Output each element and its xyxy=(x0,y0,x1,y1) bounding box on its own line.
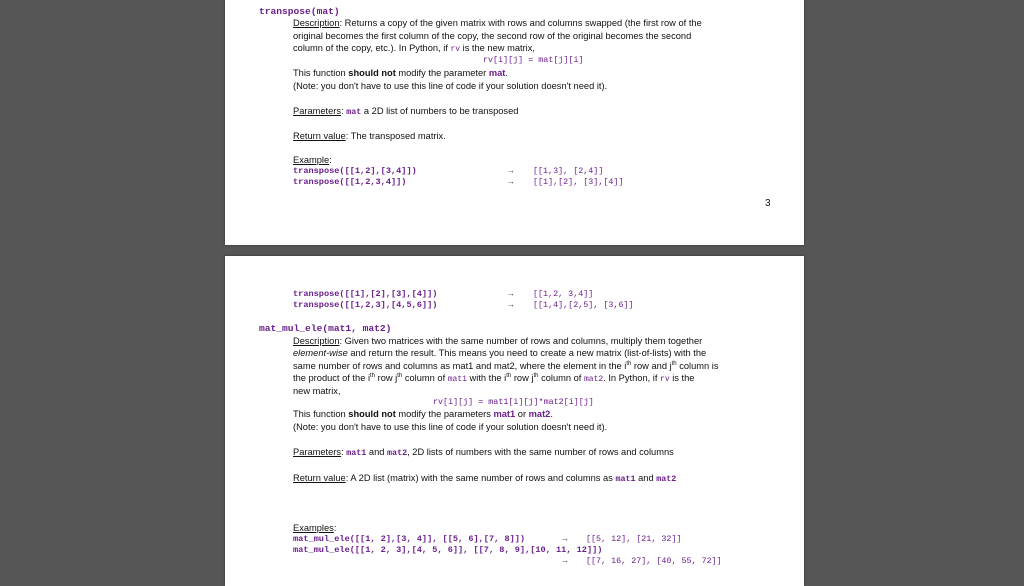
description-line-5: new matrix, xyxy=(293,386,341,396)
params-text: and xyxy=(366,447,388,457)
return-text: : A 2D list (matrix) with the same number of rows and columns as xyxy=(345,473,616,483)
return-value-line xyxy=(293,472,676,485)
arrow-icon: → xyxy=(561,534,569,543)
example-heading xyxy=(293,154,332,166)
description-text: : Returns a copy of the given matrix with rows and columns swapped (the first row of the xyxy=(339,18,702,28)
modify-text: modify the parameter xyxy=(395,68,489,78)
params-text: a 2D list of numbers to be transposed xyxy=(361,106,519,116)
mat2-code: mat2 xyxy=(583,375,604,384)
return-label: Return value xyxy=(293,131,346,141)
modify-param: mat xyxy=(488,68,506,78)
return-label: Return value xyxy=(293,473,346,483)
parameters-line xyxy=(293,446,674,459)
function-header-transpose: transpose(mat) xyxy=(259,6,340,17)
arrow-icon: → xyxy=(507,300,515,309)
modify-text: modify the parameters xyxy=(395,409,494,419)
desc-text: row j xyxy=(375,373,398,383)
modify-param-mat1: mat1 xyxy=(493,409,516,419)
example-result-3: [[1,2, 3,4]] xyxy=(533,289,594,299)
modify-param-mat2: mat2 xyxy=(528,409,551,419)
description-label: Description xyxy=(293,336,340,346)
superscript: th xyxy=(626,360,632,367)
example-label: Example xyxy=(293,155,330,165)
modify-text: This function xyxy=(293,409,349,419)
return-text: : The transposed matrix. xyxy=(345,131,446,141)
parameters-label: Parameters xyxy=(293,447,342,457)
desc-text: is the xyxy=(669,373,695,383)
return-text: and xyxy=(635,473,657,483)
arrow-icon: → xyxy=(507,177,515,186)
example-colon: : xyxy=(329,155,332,165)
description-text: : Given two matrices with the same number of rows and columns, multiply them together xyxy=(339,336,703,346)
return-value-line xyxy=(293,130,446,142)
page-number: 3 xyxy=(765,198,771,209)
return-code-mat1: mat1 xyxy=(615,474,636,484)
document-page-4 xyxy=(225,256,804,586)
examples-heading xyxy=(293,522,336,534)
params-colon: : xyxy=(341,447,347,457)
mat1-code: mat1 xyxy=(447,375,467,384)
description-line-1 xyxy=(293,17,702,29)
desc-text: column of xyxy=(538,373,584,383)
desc-text: row j xyxy=(511,373,534,383)
example-call-3: transpose([[1],[2],[3],[4]]) xyxy=(293,289,438,299)
mm-example-result-1: [[5, 12], [21, 32]] xyxy=(586,534,682,544)
examples-label: Examples xyxy=(293,523,334,533)
description-label: Description xyxy=(293,18,340,28)
example-result-4: [[1,4],[2,5], [3,6]] xyxy=(533,300,634,310)
superscript: th xyxy=(533,372,539,379)
mm-example-call-2: mat_mul_ele([[1, 2, 3],[4, 5, 6]], [[7, 8, 9],[10, 11, 12]]) xyxy=(293,545,603,555)
description-line-2 xyxy=(293,347,706,359)
parameters-line xyxy=(293,105,518,118)
function-header-mat-mul-ele: mat_mul_ele(mat1, mat2) xyxy=(259,323,392,334)
params-colon: : xyxy=(341,106,347,116)
parameters-label: Parameters xyxy=(293,106,342,116)
document-page-3 xyxy=(225,0,804,245)
mm-example-result-2: [[7, 16, 27], [40, 55, 72]] xyxy=(586,556,722,566)
example-result-2: [[1],[2], [3],[4]] xyxy=(533,177,624,187)
params-text: , 2D lists of numbers with the same number of rows and columns xyxy=(407,447,674,457)
example-call-2: transpose([[1,2,3,4]]) xyxy=(293,177,407,187)
rv-code: rv xyxy=(660,375,670,384)
mm-example-call-1: mat_mul_ele([[1, 2],[3, 4]], [[5, 6],[7, 8]]) xyxy=(293,534,526,544)
modify-text: This function xyxy=(293,68,349,78)
superscript: th xyxy=(370,372,376,379)
arrow-icon: → xyxy=(507,166,515,175)
params-code: mat xyxy=(346,107,362,117)
description-line-3 xyxy=(293,360,719,372)
desc-text: is the new matrix, xyxy=(460,43,535,53)
modify-warning xyxy=(293,67,508,79)
formula-line: rv[i][j] = mat[j][i] xyxy=(483,55,584,65)
desc-text: column is xyxy=(676,361,719,371)
desc-text: the product of the i xyxy=(293,373,371,383)
modify-bold: should not xyxy=(348,68,396,78)
description-text: and return the result. This means you need to create a new matrix (list-of-lists) with the xyxy=(347,348,707,358)
description-line-1 xyxy=(293,335,702,347)
params-code-mat2: mat2 xyxy=(387,448,408,458)
desc-text: column of the copy, etc.). In Python, if xyxy=(293,43,451,53)
superscript: th xyxy=(506,372,512,379)
desc-text: column of xyxy=(402,373,448,383)
example-call-1: transpose([[1,2],[3,4]]) xyxy=(293,166,417,176)
desc-text: with the i xyxy=(466,373,507,383)
formula-line: rv[i][j] = mat1[i][j]*mat2[i][j] xyxy=(433,397,594,407)
example-result-1: [[1,3], [2,4]] xyxy=(533,166,604,176)
desc-text: same number of rows and columns as mat1 and mat2, where the element in the i xyxy=(293,361,627,371)
modify-text: . xyxy=(550,409,553,419)
modify-text: . xyxy=(505,68,508,78)
description-line-4 xyxy=(293,372,694,386)
superscript: th xyxy=(671,360,677,367)
modify-text: or xyxy=(515,409,529,419)
modify-warning xyxy=(293,408,553,420)
params-code-mat1: mat1 xyxy=(346,448,367,458)
superscript: th xyxy=(397,372,403,379)
element-wise-text: element-wise xyxy=(293,348,348,358)
desc-text: . In Python, if xyxy=(603,373,661,383)
arrow-icon: → xyxy=(561,556,569,565)
examples-colon: : xyxy=(333,523,337,533)
modify-bold: should not xyxy=(348,409,396,419)
example-call-4: transpose([[1,2,3],[4,5,6]]) xyxy=(293,300,438,310)
return-code-mat2: mat2 xyxy=(656,474,677,484)
desc-text: row and j xyxy=(631,361,672,371)
note-line: (Note: you don't have to use this line of code if your solution doesn't need it). xyxy=(293,422,608,432)
arrow-icon: → xyxy=(507,289,515,298)
note-line: (Note: you don't have to use this line of code if your solution doesn't need it). xyxy=(293,81,608,91)
description-line-2: original becomes the first column of the copy, the second row of the original becomes the second xyxy=(293,31,692,41)
rv-code: rv xyxy=(450,45,461,54)
